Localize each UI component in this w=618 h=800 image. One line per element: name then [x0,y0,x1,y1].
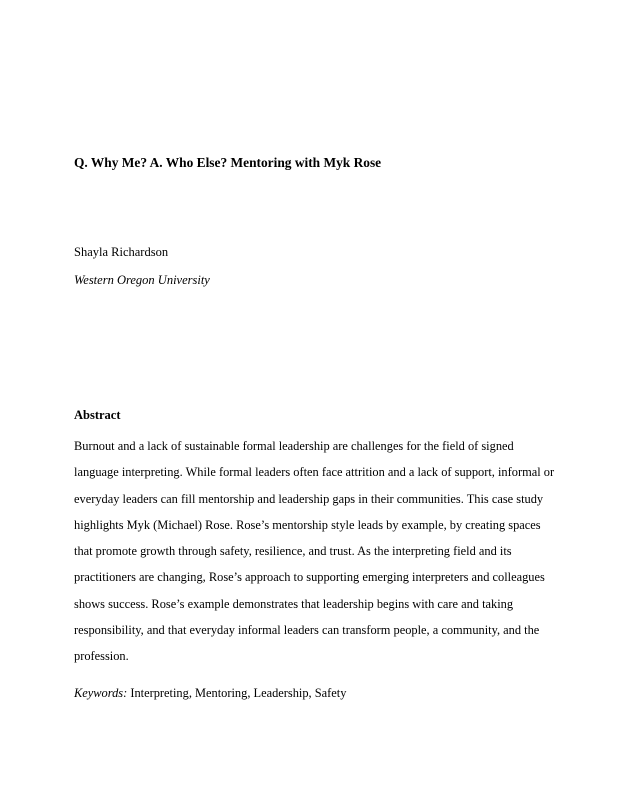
author-affiliation: Western Oregon University [74,273,210,287]
abstract-line: responsibility, and that everyday informal leaders can transform people, a community, and the [74,623,540,638]
keywords-value: Interpreting, Mentoring, Leadership, Safety [127,686,347,700]
abstract-line: that promote growth through safety, resilience, and trust. As the interpreting field and its [74,544,512,559]
author-name: Shayla Richardson [74,245,169,259]
abstract-body [74,433,554,670]
abstract-line: practitioners are changing, Rose’s approach to supporting emerging interpreters and colleagues [74,570,545,585]
abstract-line: highlights Myk (Michael) Rose. Rose’s mentorship style leads by example, by creating spaces [74,517,541,532]
abstract-line: Burnout and a lack of sustainable formal leadership are challenges for the field of signed [74,439,514,453]
abstract-line: everyday leaders can fill mentorship and leadership gaps in their communities. This case study [74,491,544,506]
keywords-line [74,686,346,701]
paper-title: Q. Why Me? A. Who Else? Mentoring with Myk Rose [74,155,382,170]
abstract-line: language interpreting. While formal leaders often face attrition and a lack of support, informal or [74,465,555,480]
abstract-line: profession. [74,649,129,664]
keywords-label: Keywords: [74,686,128,700]
abstract-heading: Abstract [74,408,121,422]
abstract-line: shows success. Rose’s example demonstrates that leadership begins with care and taking [74,596,514,611]
